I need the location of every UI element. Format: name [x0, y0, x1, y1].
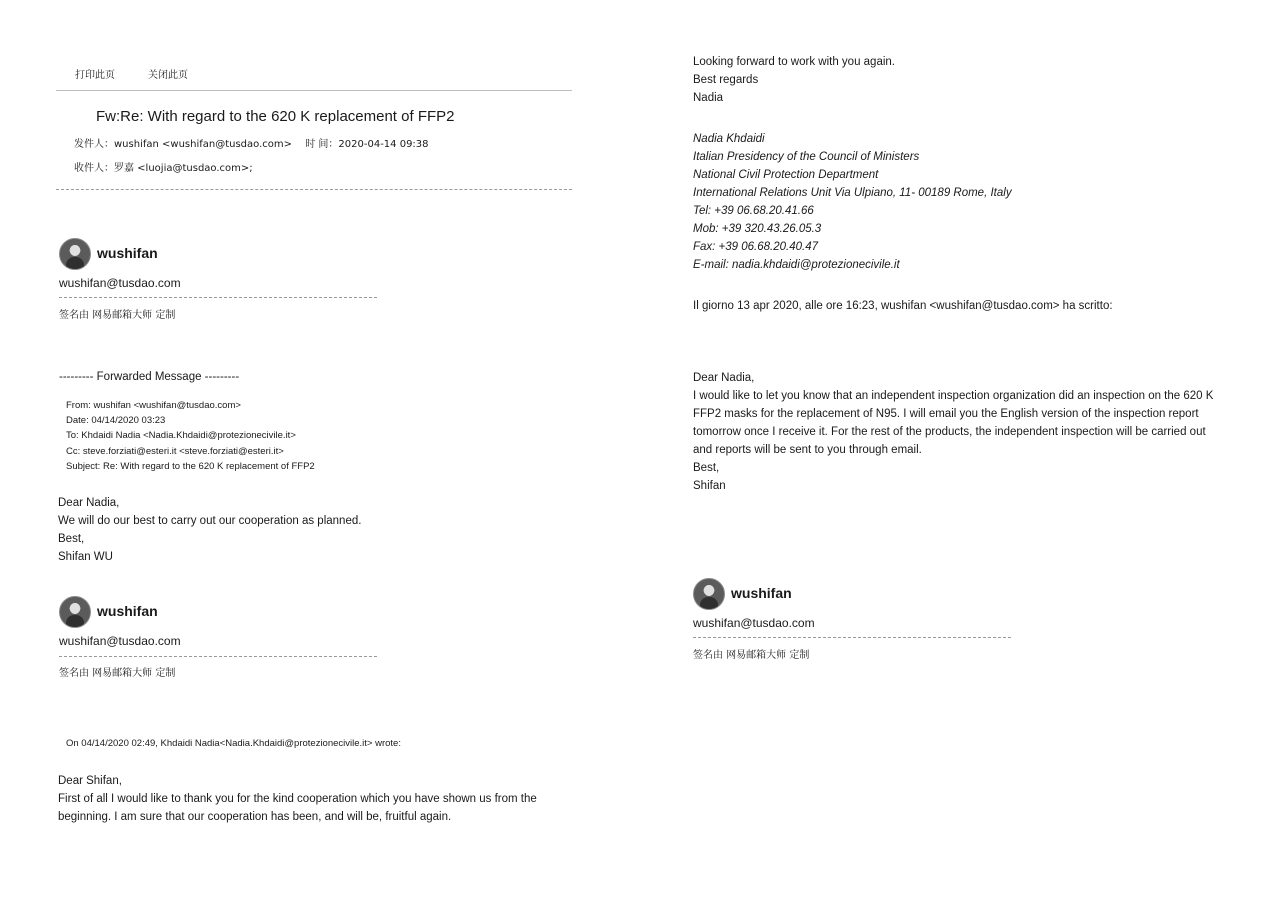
- quote-line: Dear Shifan,: [58, 775, 122, 787]
- contact-line: Italian Presidency of the Council of Ministers: [693, 151, 920, 163]
- message-line: FFP2 masks for the replacement of N95. I will email you the English version of the inspection report: [693, 408, 1199, 420]
- closing-line: Looking forward to work with you again.: [693, 56, 895, 68]
- time-value: 2020-04-14 09:38: [338, 139, 429, 150]
- print-page-link[interactable]: 打印此页: [75, 70, 115, 81]
- contact-mob: Mob: +39 320.43.26.05.3: [693, 223, 822, 235]
- to-value: 罗嘉 <luojia@tusdao.com>;: [114, 163, 253, 174]
- contact-fax: Fax: +39 06.68.20.40.47: [693, 241, 819, 253]
- mail-subject: Fw:Re: With regard to the 620 K replacement of FFP2: [96, 108, 455, 125]
- from-row: [74, 135, 429, 150]
- contact-block: [693, 130, 1012, 274]
- avatar: [59, 596, 91, 628]
- signature-tagline: 签名由 网易邮箱大师 定制: [59, 668, 176, 679]
- signature-divider: [59, 656, 377, 657]
- to-row: [74, 159, 253, 174]
- signature-tagline: 签名由 网易邮箱大师 定制: [59, 310, 176, 321]
- reply-line: Best,: [58, 533, 85, 545]
- message-body: [693, 369, 1213, 495]
- signature-name: wushifan: [97, 245, 158, 261]
- signature-email: wushifan@tusdao.com: [59, 276, 181, 290]
- avatar: [59, 238, 91, 270]
- contact-name: Nadia Khdaidi: [693, 133, 765, 145]
- message-line: I would like to let you know that an independent inspection organization did an inspection on the 620 K: [693, 390, 1214, 402]
- closing-line: Nadia: [693, 92, 724, 104]
- italian-quote-intro: Il giorno 13 apr 2020, alle ore 16:23, wushifan <wushifan@tusdao.com> ha scritto:: [693, 300, 1113, 312]
- forwarded-to: To: Khdaidi Nadia <Nadia.Khdaidi@protezionecivile.it>: [66, 430, 296, 442]
- contact-tel: Tel: +39 06.68.20.41.66: [693, 205, 814, 217]
- header-divider: [56, 189, 572, 190]
- message-line: Shifan: [693, 480, 726, 492]
- to-label: 收件人：: [74, 163, 114, 174]
- forwarded-headers: [66, 398, 315, 474]
- quote-line: beginning. I am sure that our cooperation has been, and will be, fruitful again.: [58, 811, 452, 823]
- message-line: Best,: [693, 462, 720, 474]
- reply-line: We will do our best to carry out our cooperation as planned.: [58, 515, 362, 527]
- forwarded-divider: --------- Forwarded Message ---------: [59, 371, 240, 383]
- signature-name: wushifan: [731, 585, 792, 601]
- time-label: 时 间：: [305, 139, 339, 150]
- avatar: [693, 578, 725, 610]
- reply-line: Shifan WU: [58, 551, 113, 563]
- forwarded-from: From: wushifan <wushifan@tusdao.com>: [66, 400, 241, 411]
- reply-line: Dear Nadia,: [58, 497, 120, 509]
- close-page-link[interactable]: 关闭此页: [148, 70, 188, 81]
- signature-name: wushifan: [97, 603, 158, 619]
- forwarded-date: Date: 04/14/2020 03:23: [66, 415, 166, 427]
- message-line: Dear Nadia,: [693, 372, 755, 384]
- from-label: 发件人：: [74, 139, 114, 150]
- quote-intro: On 04/14/2020 02:49, Khdaidi Nadia<Nadia.Khdaidi@protezionecivile.it> wrote:: [66, 738, 401, 749]
- toolbar-divider: [56, 90, 572, 91]
- quote-line: First of all I would like to thank you for the kind cooperation which you have shown us from the: [58, 793, 537, 805]
- contact-email[interactable]: E-mail: nadia.khdaidi@protezionecivile.it: [693, 259, 900, 271]
- message-line: tomorrow once I receive it. For the rest of the products, the independent inspection will be carried out: [693, 426, 1206, 438]
- contact-line: National Civil Protection Department: [693, 169, 879, 181]
- signature-email: wushifan@tusdao.com: [693, 616, 815, 630]
- forwarded-cc: Cc: steve.forziati@esteri.it <steve.forziati@esteri.it>: [66, 445, 284, 457]
- signature-divider: [59, 297, 377, 298]
- contact-line: International Relations Unit Via Ulpiano, 11- 00189 Rome, Italy: [693, 187, 1012, 199]
- reply-body: [58, 494, 361, 566]
- signature-email: wushifan@tusdao.com: [59, 634, 181, 648]
- forwarded-subject: Subject: Re: With regard to the 620 K replacement of FFP2: [66, 460, 315, 472]
- from-value: wushifan <wushifan@tusdao.com>: [114, 139, 293, 150]
- signature-tagline: 签名由 网易邮箱大师 定制: [693, 650, 810, 661]
- closing-block: [693, 53, 895, 107]
- message-line: and reports will be sent to you through email.: [693, 444, 922, 456]
- quote-body: [58, 772, 537, 826]
- closing-line: Best regards: [693, 74, 759, 86]
- signature-divider: [693, 637, 1011, 638]
